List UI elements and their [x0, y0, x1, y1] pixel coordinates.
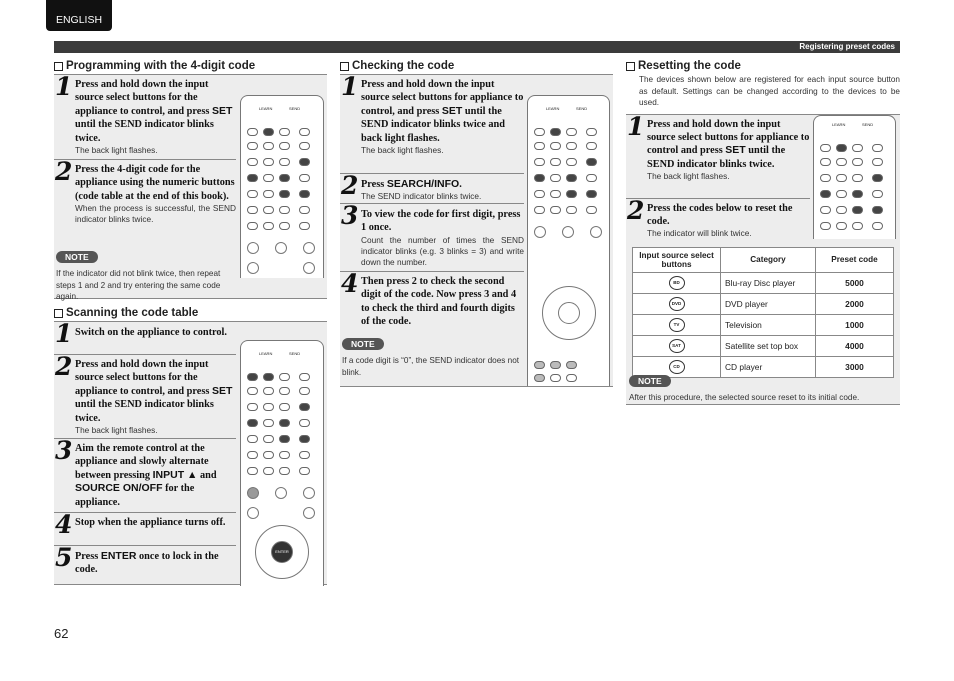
- checkbox-icon: [54, 309, 63, 318]
- cd-button-icon: CD: [669, 360, 685, 374]
- resetting-step-2: 2 Press the codes below to reset the code. The indicator will blink twice.: [627, 195, 793, 239]
- table-header: Category: [721, 247, 816, 272]
- remote-illustration: LEARN SEND ENTER: [240, 340, 324, 586]
- checkbox-icon: [340, 62, 349, 71]
- section-header: Registering preset codes: [54, 41, 900, 53]
- checking-step-1: 1 Press and hold down the input source select buttons for appliance to control, and press SET until the SEND indicator blinks twice and back light flashes. The back light flashes.: [340, 75, 524, 174]
- column-resetting: [626, 58, 900, 405]
- column-programming: [54, 58, 327, 585]
- tv-button-icon: TV: [669, 318, 685, 332]
- checking-note: NOTE If a code digit is “0”, the SEND indicator does not blink.: [342, 339, 520, 377]
- programming-title: Programming with the 4-digit code: [54, 58, 327, 74]
- programming-note: NOTE If the indicator did not blink twice, then repeat steps 1 and 2 and try entering the same code again.: [56, 252, 221, 301]
- checking-panel: [340, 74, 613, 387]
- table-row: BD Blu-ray Disc player 5000: [633, 272, 894, 293]
- language-tab: ENGLISH: [46, 0, 112, 31]
- scanning-step-4: 4 Stop when the appliance turns off.: [54, 513, 236, 546]
- table-row: CD CD player 3000: [633, 356, 894, 377]
- checking-step-4: 4 Then press 2 to check the second digit of the code. Now press 3 and 4 to check the third and fourth digits of the code.: [341, 269, 517, 328]
- checking-step-2: 2 Press SEARCH/INFO. The SEND indicator blinks twice.: [340, 174, 524, 204]
- bd-button-icon: BD: [669, 276, 685, 290]
- sat-button-icon: SAT: [669, 339, 685, 353]
- scanning-step-2: 2 Press and hold down the input source select buttons for the appliance to control, and press SET until the SEND indicator blinks twice. The back light flashes.: [54, 355, 236, 439]
- table-row: TV Television 1000: [633, 314, 894, 335]
- programming-panel: [54, 74, 327, 299]
- programming-step-1: 1 Press and hold down the input source select buttons for the appliance to control, and press SET until the SEND indicator blinks twice. The back light flashes.: [54, 75, 236, 160]
- table-header: Input source select buttons: [633, 247, 721, 272]
- scanning-step-5: 5 Press ENTER once to lock in the code.: [55, 543, 219, 576]
- preset-code-table: [632, 247, 894, 378]
- programming-step-2: 2 Press the 4-digit code for the appliance using the numeric buttons (code table at the end of this book). When the process is successful, the SEND indicator blinks twice.: [55, 157, 236, 225]
- scanning-title: Scanning the code table: [54, 305, 327, 321]
- page-number: 62: [54, 626, 69, 641]
- checking-title: Checking the code: [340, 58, 613, 74]
- resetting-title: Resetting the code: [626, 58, 900, 74]
- scanning-panel: [54, 321, 327, 585]
- resetting-note: NOTE After this procedure, the selected source reset to its initial code.: [629, 375, 860, 402]
- resetting-intro: The devices shown below are registered for each input source button as default. Settings can be changed according to the devices to be used.: [639, 75, 900, 107]
- column-checking: [340, 58, 613, 387]
- resetting-step-1: 1 Press and hold down the input source select buttons for appliance to control and press SET until the SEND indicator blinks twice. The back light flashes.: [626, 115, 810, 199]
- dvd-button-icon: DVD: [669, 297, 685, 311]
- table-header: Preset code: [816, 247, 894, 272]
- table-row: SAT Satellite set top box 4000: [633, 335, 894, 356]
- scanning-step-3: 3 Aim the remote control at the appliance and slowly alternate between pressing INPUT ▲ and SOURCE ON/OFF for the appliance.: [54, 439, 236, 513]
- remote-illustration: LEARN SEND: [240, 95, 324, 278]
- scanning-step-1: 1 Switch on the appliance to control.: [54, 322, 236, 355]
- resetting-panel: [626, 111, 900, 405]
- table-row: DVD DVD player 2000: [633, 293, 894, 314]
- remote-illustration: LEARN SEND: [813, 115, 896, 239]
- remote-illustration: LEARN SEND: [527, 95, 610, 386]
- checkbox-icon: [54, 62, 63, 71]
- checking-step-3: 3 To view the code for first digit, press 1 once. Count the number of times the SEND indicator blinks (e.g. 3 blinks = 3) and write down the number.: [340, 204, 524, 272]
- checkbox-icon: [626, 62, 635, 71]
